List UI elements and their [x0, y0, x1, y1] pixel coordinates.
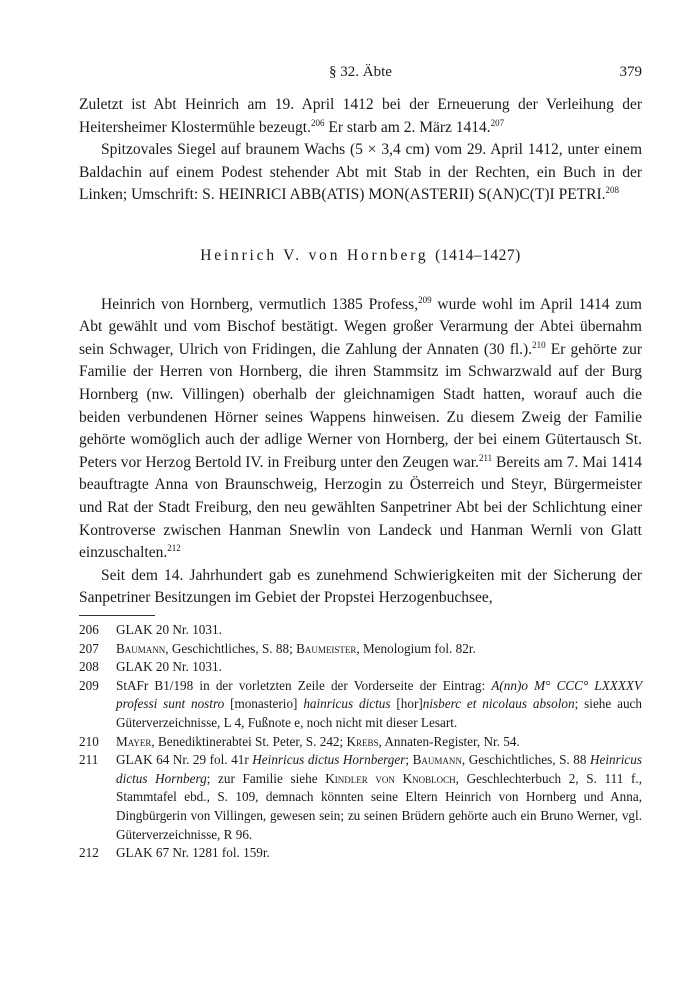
footnote-text: , Menologium fol. 82r. [356, 640, 476, 656]
footnote-number: 210 [79, 733, 99, 749]
footnote-text: StAFr B1/198 in der vorletzten Zeile der Vorderseite der Eintrag: [116, 677, 492, 693]
footnote-text: GLAK 20 Nr. 1031. [116, 659, 222, 675]
footnote [79, 621, 642, 640]
footnote-ref[interactable]: 212 [167, 543, 181, 554]
paragraph [79, 139, 642, 207]
main-text [79, 94, 642, 610]
footnote [79, 733, 642, 752]
footnote-text: [monasterio] [224, 696, 304, 712]
footnote-text: , Geschlechterbuch 2, S. 111 f., Stammtafel ebd., S. 109, demnach könnten seine Eltern Heinrich von Hornberg und Anna, Dingbürgerin von Villingen, gewesen sein; zu seinen Brüdern gehörte auch ein Bruno Werner, vgl. Güterverzeichnisse, R 96. [116, 770, 643, 842]
quoted-source: hainricus dictus [303, 696, 391, 712]
quoted-source: Heinricus dictus Hornberger [252, 752, 406, 768]
text-run: Zuletzt ist Abt Heinrich am 19. April 1412 bei der Erneuerung der Verleihung der Heitersheimer Klostermühle bezeugt. [79, 96, 642, 136]
footnote-text: , Geschichtliches, S. 88 [461, 752, 590, 768]
text-run: wurde wohl im April 1414 zum Abt gewählt und vom Bischof bestätigt. Wegen großer Verarmung der Abtei übernahm sein Schwager, Ulrich von Fridingen, die Zahlung der Annaten (30 fl.). [79, 295, 642, 358]
text-run: Spitzovales Siegel auf braunem Wachs (5 × 3,4 cm) vom 29. April 1412, unter einem Baldachin auf einem Podest stehender Abt mit Stab in der Rechten, ein Buch in der Linken; Umschrift: S. HEINRICI ABB(ATIS) MON(ASTERII) S(AN)C(T)I PETRI. [79, 141, 642, 204]
footnote-ref[interactable]: 206 [311, 117, 325, 128]
text-run: Er starb am 2. März 1414. [324, 118, 491, 136]
paragraph [79, 94, 642, 139]
text-run: Heinrich von Hornberg, vermutlich 1385 Profess, [101, 295, 419, 313]
quoted-source: A(nn)o M° CCC° LXXXXV professi sunt nostro [116, 677, 642, 712]
footnote-text: , Benediktinerabtei St. Peter, S. 242; [151, 733, 347, 749]
footnote-number: 212 [79, 845, 99, 861]
running-header [79, 64, 642, 84]
footnote-ref[interactable]: 208 [605, 185, 620, 196]
footnote-divider [79, 615, 155, 616]
section-heading [79, 245, 642, 268]
footnote-text: GLAK 20 Nr. 1031. [116, 622, 222, 637]
footnote-text: GLAK 67 Nr. 1281 fol. 159r. [116, 845, 270, 861]
author-name: Mayer [116, 733, 152, 749]
footnote [79, 677, 642, 733]
footnote-text: , Geschichtliches, S. 88; [165, 640, 297, 656]
paragraph [79, 294, 642, 565]
footnote-number: 208 [79, 659, 99, 675]
footnote-ref[interactable]: 207 [490, 117, 505, 128]
author-name: Baumeister [296, 640, 357, 656]
footnote-number: 209 [79, 677, 99, 693]
book-page [79, 0, 642, 988]
quoted-source: Heinricus dictus Hornberg [116, 752, 642, 786]
footnote-text: ; zur Familie siehe [206, 770, 326, 786]
paragraph [79, 565, 642, 610]
footnote [79, 844, 642, 863]
footnote-text: ; [405, 752, 413, 768]
author-name: Baumann [116, 640, 166, 656]
text-run: Er gehörte zur Familie der Herren von Hornberg, die ihren Stammsitz im Schwarzwald auf der Burg Hornberg (nw. Villingen) oberhalb der gleichnamigen Stadt hatten, worauf auch die beiden verbundenen Hörner seines Wappens hinweisen. Zu diesem Zweig der Familie gehörte womöglich auch der adlige Werner von Hornberg, der bei einem Gütertausch St. Peters vor Herzog Bertold IV. in Freiburg unter den Zeugen war. [79, 340, 642, 471]
heading-years: (1414–1427) [435, 246, 521, 264]
author-name: Kindler von Knobloch [325, 770, 456, 786]
footnote [79, 658, 642, 677]
footnote [79, 640, 642, 659]
footnote-ref[interactable]: 209 [418, 294, 432, 305]
section-title: § 32. Äbte [329, 64, 392, 80]
author-name: Krebs [346, 733, 379, 749]
footnote-ref[interactable]: 211 [478, 452, 493, 463]
footnote-number: 211 [79, 752, 99, 768]
footnote-text: ; siehe auch Güterverzeichnisse, L 4, Fußnote e, noch nicht mit dieser Lesart. [116, 696, 642, 730]
footnote [79, 751, 642, 844]
text-run: Bereits am 7. Mai 1414 beauftragte Anna von Braunschweig, Herzogin zu Österreich und Steyr, Bürgermeister und Rat der Stadt Freiburg, den neu gewählten Sanpetriner Abt bei der Schlichtung einer Kontroverse zwischen Hanman Snewlin von Landeck und Hanman Wernli von Glatt einzuschalten. [79, 453, 643, 562]
footnote-number: 207 [79, 640, 99, 656]
text-run: Seit dem 14. Jahrhundert gab es zunehmend Schwierigkeiten mit der Sicherung der Sanpetriner Besitzungen im Gebiet der Propstei Herzogenbuchsee, [79, 566, 642, 607]
page-number: 379 [619, 64, 642, 80]
heading-name: Heinrich V. von Hornberg [200, 246, 429, 264]
footnote-text: , Annaten-Register, Nr. 54. [378, 733, 520, 749]
author-name: Baumann [412, 752, 462, 768]
footnote-text: [hor] [390, 696, 423, 712]
footnote-text: GLAK 64 Nr. 29 fol. 41r [116, 752, 253, 768]
footnote-number: 206 [79, 622, 99, 637]
footnotes [79, 621, 642, 863]
footnote-ref[interactable]: 210 [532, 339, 546, 350]
quoted-source: nisberc et nicolaus absolon [422, 696, 575, 712]
